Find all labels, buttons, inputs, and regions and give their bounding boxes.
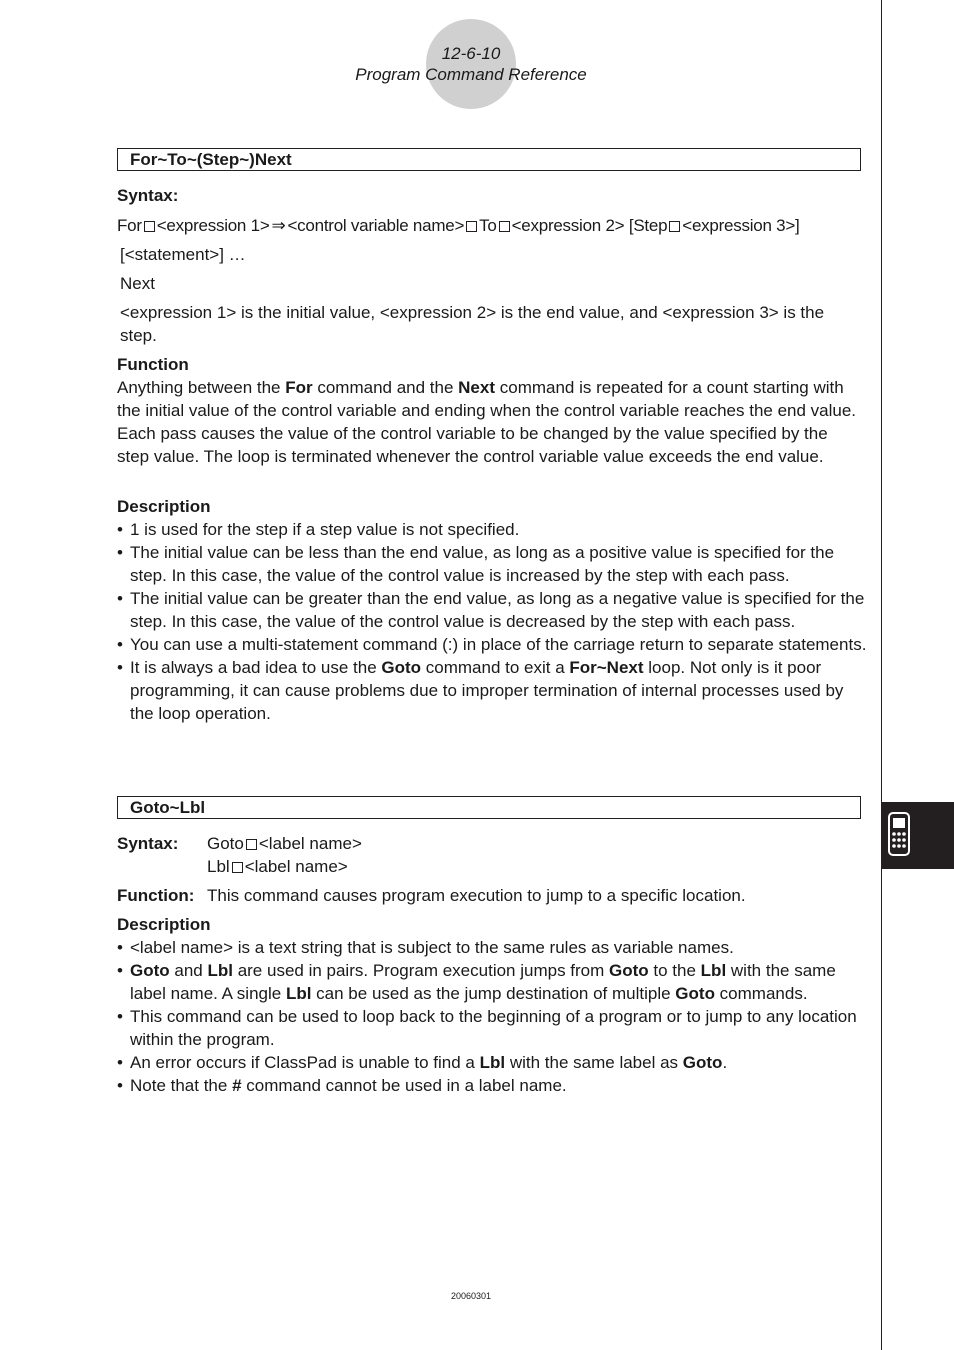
goto-function-text: This command causes program execution to jump to a specific location. — [207, 886, 746, 905]
kw-for: For — [117, 216, 142, 235]
list-item: • It is always a bad idea to use the Goto command to exit a For~Next loop. Not only is it poor programming, it can cause problems due to improper termination of internal processes used by the loop operation. — [117, 656, 867, 725]
list-item: • This command can be used to loop back to the beginning of a program or to jump to any location within the program. — [117, 1005, 867, 1051]
list-item: • 1 is used for the step if a step value is not specified. — [117, 518, 867, 541]
running-header-title: Program Command Reference — [355, 65, 587, 84]
goto-syntax-line-2: Lbl <label name> — [207, 857, 348, 876]
space-symbol — [232, 862, 243, 873]
expr-2: <expression 2> — [511, 216, 625, 235]
list-item: • Goto and Lbl are used in pairs. Program execution jumps from Goto to the Lbl with the same label name. A single Lbl can be used as the jump destination of multiple Goto commands. — [117, 959, 867, 1005]
for-syntax-line-3: Next — [120, 274, 155, 293]
expr-3: <expression 3>] — [682, 216, 800, 235]
for-description-label: Description — [117, 497, 211, 516]
space-symbol — [246, 839, 257, 850]
goto-function-label: Function: — [117, 886, 195, 905]
for-syntax-line-1 — [117, 214, 867, 237]
list-item: • You can use a multi-statement command (:) in place of the carriage return to separate statements. — [117, 633, 867, 656]
for-description-block — [117, 495, 867, 725]
list-item: • <label name> is a text string that is subject to the same rules as variable names. — [117, 936, 867, 959]
control-variable: <control variable name> — [287, 216, 465, 235]
page-margin-line — [881, 0, 882, 1350]
list-item: • Note that the # command cannot be used in a label name. — [117, 1074, 867, 1097]
for-syntax-block — [117, 184, 867, 347]
store-arrow: ⇒ — [271, 216, 286, 235]
goto-description-label: Description — [117, 915, 211, 934]
for-function-label: Function — [117, 355, 189, 374]
chapter-side-tab — [882, 802, 954, 869]
space-symbol — [144, 221, 155, 232]
for-syntax-label: Syntax: — [117, 186, 179, 205]
list-item: • The initial value can be less than the end value, as long as a positive value is specified for the step. In this case, the value of the control value is increased by the step with each pass. — [117, 541, 867, 587]
page-number: 12-6-10 — [441, 44, 501, 63]
for-description-list — [117, 518, 867, 725]
list-item: • An error occurs if ClassPad is unable to find a Lbl with the same label as Goto. — [117, 1051, 867, 1074]
goto-description-list — [117, 936, 867, 1097]
section-title-for-next: For~To~(Step~)Next — [117, 148, 861, 171]
space-symbol — [499, 221, 510, 232]
goto-syntax-label: Syntax: — [117, 834, 179, 853]
for-function-text: Anything between the For command and the Next command is repeated for a count starting with the initial value of the control variable and ending when the control variable reaches the end value. Each pass causes the value of the control variable to be changed by the value specified by the step value. The loop is terminated whenever the control variable value exceeds the end value. — [117, 378, 857, 466]
for-function-block — [117, 353, 867, 468]
kw-step: [Step — [628, 216, 668, 235]
goto-description-block — [117, 913, 867, 1097]
for-syntax-note: <expression 1> is the initial value, <expression 2> is the end value, and <expression 3> is the step. — [120, 303, 825, 345]
footer-date-code: 20060301 — [450, 1291, 492, 1301]
goto-syntax-block — [117, 832, 867, 907]
calculator-icon — [888, 812, 910, 856]
kw-to: To — [479, 216, 497, 235]
section-title-goto-lbl: Goto~Lbl — [117, 796, 861, 819]
space-symbol — [669, 221, 680, 232]
header-page-badge — [426, 19, 516, 109]
space-symbol — [466, 221, 477, 232]
goto-syntax-line-1: Goto <label name> — [207, 834, 362, 853]
expr-1: <expression 1> — [156, 216, 270, 235]
list-item: • The initial value can be greater than the end value, as long as a negative value is specified for the step. In this case, the value of the control value is decreased by the step with each pass. — [117, 587, 867, 633]
for-syntax-line-2: [<statement>] … — [120, 245, 246, 264]
